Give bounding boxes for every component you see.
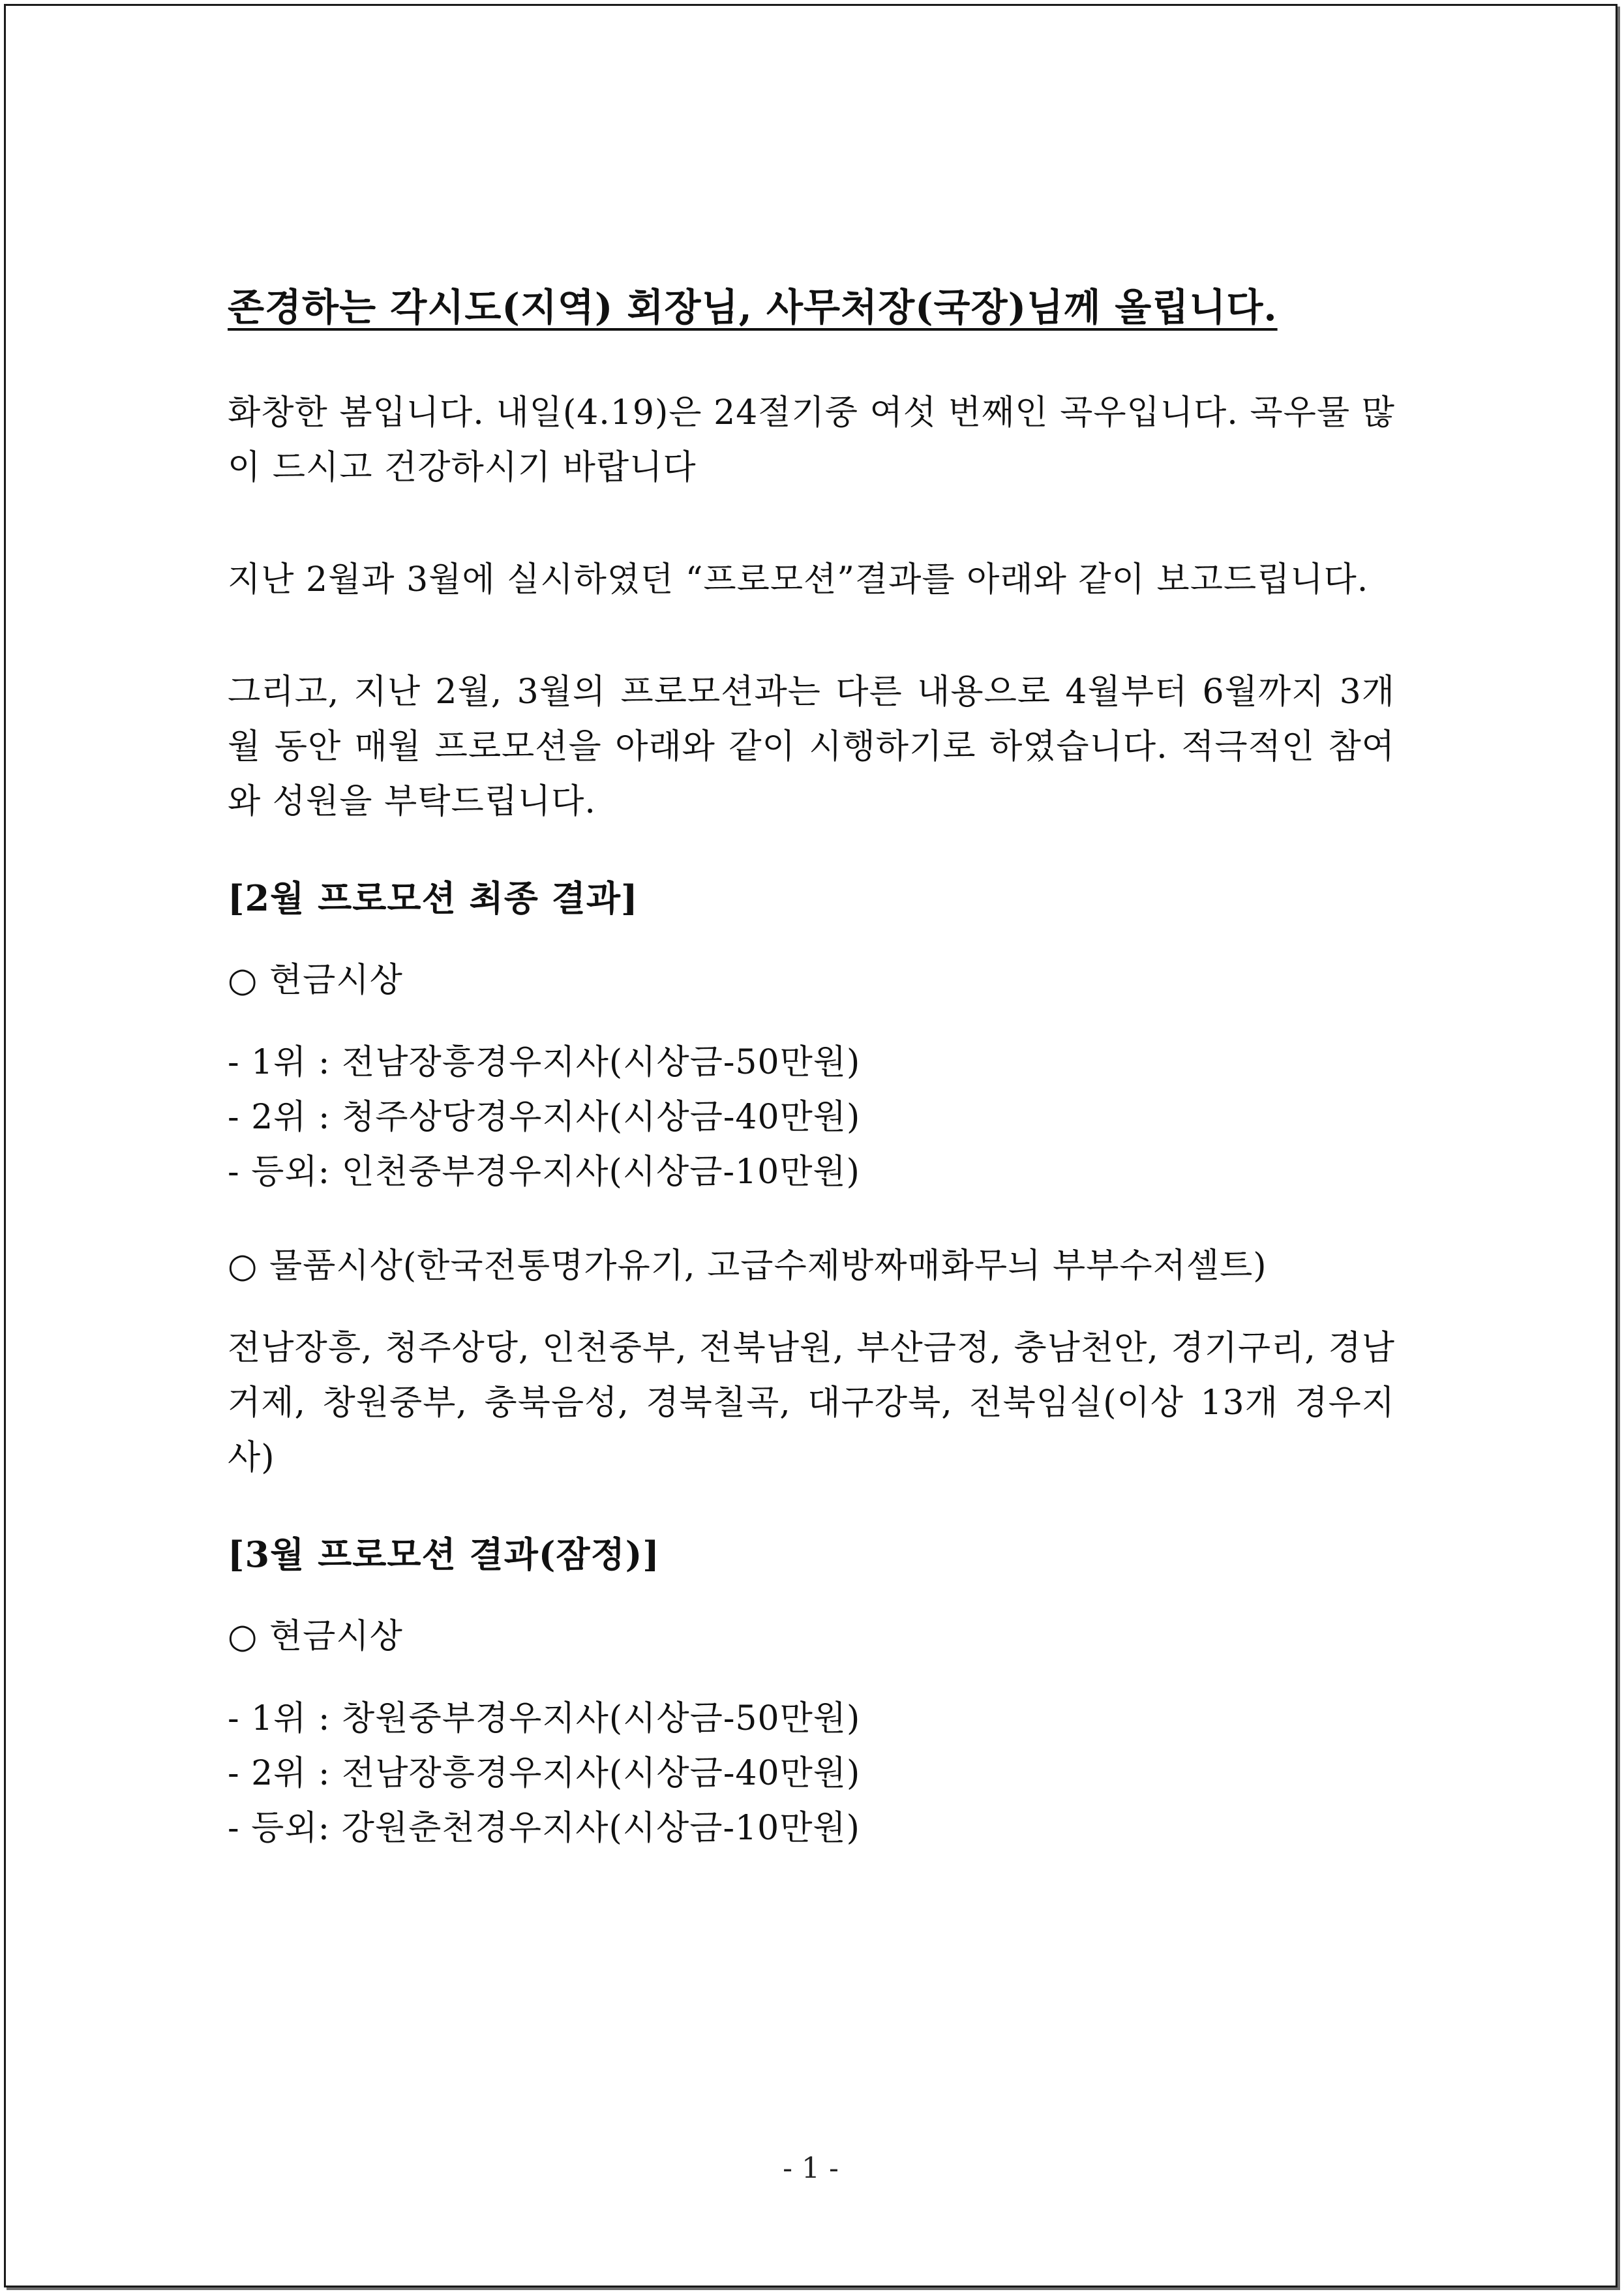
list-item: - 등외: 강원춘천경우지사(시상금-10만원) <box>228 1809 860 1848</box>
document-body <box>228 280 1395 1856</box>
report-intro-paragraph: 지난 2월과 3월에 실시하였던 “프로모션”결과를 아래와 같이 보고드립니다. <box>228 560 1369 599</box>
march-cash-award-list <box>228 1691 1395 1856</box>
march-results-heading: [3월 프로모션 결과(잠정)] <box>228 1533 660 1575</box>
page-number: - 1 - <box>783 2152 839 2185</box>
list-item: - 1위 : 창원중부경우지사(시상금-50만원) <box>228 1699 861 1738</box>
february-goods-award-heading: ○ 물품시상(한국전통명가유기, 고급수제방짜매화무늬 부부수저셀트) <box>228 1246 1267 1286</box>
list-item: - 등외: 인천중부경우지사(시상금-10만원) <box>228 1153 860 1192</box>
new-promotion-paragraph: 그리고, 지난 2월, 3월의 프로모션과는 다른 내용으로 4월부터 6월까지 3개월 동안 매월 프로모션을 아래와 같이 시행하기로 하였습니다. 적극적인 참여와 성원을 부탁드립니다. <box>228 672 1395 821</box>
list-item: - 2위 : 청주상당경우지사(시상금-40만원) <box>228 1098 861 1137</box>
february-results-heading: [2월 프로모션 최종 결과] <box>228 877 639 919</box>
list-item: - 2위 : 전남장흥경우지사(시상금-40만원) <box>228 1754 861 1793</box>
document-page <box>4 4 1617 2287</box>
march-cash-award-heading: ○ 현금시상 <box>228 1617 403 1656</box>
february-cash-award-heading: ○ 현금시상 <box>228 961 403 1000</box>
letter-title: 존경하는 각시도(지역) 회장님, 사무처장(국장)님께 올립니다. <box>228 285 1278 329</box>
february-cash-award-list <box>228 1035 1395 1200</box>
greeting-paragraph: 화창한 봄입니다. 내일(4.19)은 24절기중 여섯 번째인 곡우입니다. 곡우물 많이 드시고 건강하시기 바랍니다 <box>228 393 1395 487</box>
february-goods-award-recipients: 전남장흥, 청주상당, 인천중부, 전북남원, 부산금정, 충남천안, 경기구리, 경남거제, 창원중부, 충북음성, 경북칠곡, 대구강북, 전북임실(이상 13개 경우지사) <box>228 1329 1395 1477</box>
list-item: - 1위 : 전남장흥경우지사(시상금-50만원) <box>228 1043 861 1082</box>
